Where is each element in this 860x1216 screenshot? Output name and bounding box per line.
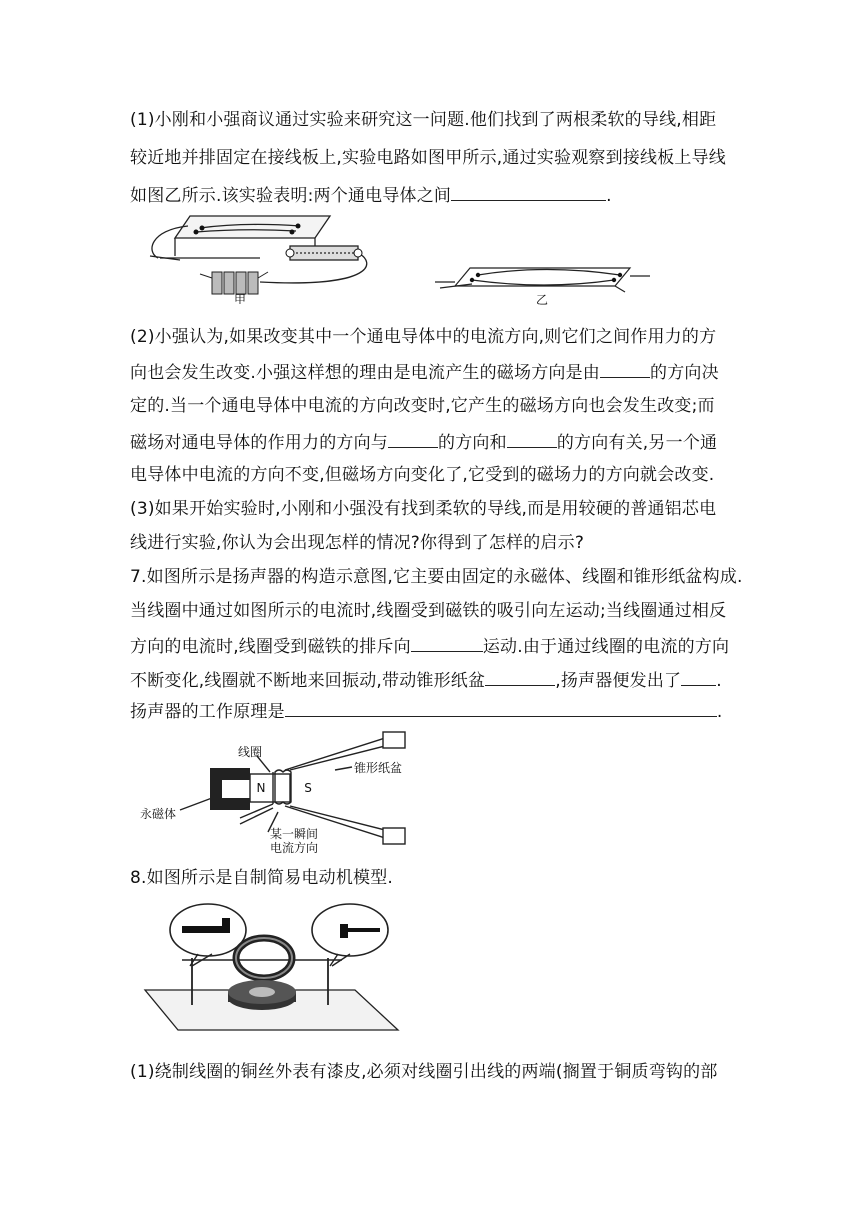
q6-p2-line4-text: 磁场对通电导体的作用力的方向与	[130, 433, 388, 453]
q6-p2-line3: 定的.当一个通电导体中电流的方向改变时,它产生的磁场方向也会发生改变;而	[130, 396, 715, 416]
q7-line3	[130, 633, 729, 659]
current-label-2: 电流方向	[270, 841, 319, 855]
figure-jia-circuit	[140, 212, 380, 304]
q6-p2-line2-tail: 的方向决	[650, 363, 719, 383]
s-pole-label: S	[304, 781, 312, 795]
answer-blank	[600, 359, 650, 378]
q7-line1: 7.如图所示是扬声器的构造示意图,它主要由固定的永磁体、线圈和锥形纸盆构成.	[130, 567, 743, 587]
q7-line4-mid: ,扬声器便发出了	[555, 671, 682, 691]
q7-line3-text: 方向的电流时,线圈受到磁铁的排斥向	[130, 637, 411, 657]
coil-label: 线圈	[238, 745, 263, 759]
figure-loudspeaker	[140, 728, 440, 856]
q6-p2-line5: 电导体中电流的方向不变,但磁场方向变化了,它受到的磁场力的方向就会改变.	[130, 465, 715, 485]
q8-line1: 8.如图所示是自制简易电动机模型.	[130, 868, 394, 888]
answer-blank	[507, 429, 557, 448]
q6-p2-line1: (2)小强认为,如果改变其中一个通电导体中的电流方向,则它们之间作用力的方	[130, 327, 717, 347]
q6-p3-line2: 线进行实验,你认为会出现怎样的情况?你得到了怎样的启示?	[130, 533, 585, 553]
figure-jia-label: 甲	[233, 293, 247, 304]
period: .	[716, 702, 723, 722]
q6-p2-line4-mid: 的方向和	[438, 433, 507, 453]
figure-yi-label: 乙	[535, 293, 549, 307]
q6-p1-line3	[130, 182, 612, 208]
q7-line3-tail: 运动.由于通过线圈的电流的方向	[482, 637, 730, 657]
q6-p2-line4	[130, 429, 717, 455]
q7-line2: 当线圈中通过如图所示的电流时,线圈受到磁铁的吸引向左运动;当线圈通过相反	[130, 601, 727, 621]
q8-p1-line1: (1)绕制线圈的铜丝外表有漆皮,必须对线圈引出线的两端(搁置于铜质弯钩的部	[130, 1062, 718, 1082]
period: .	[606, 186, 612, 206]
q6-p2-line2-text: 向也会发生改变.小强这样想的理由是电流产生的磁场方向是由	[130, 363, 601, 383]
q6-p2-line2	[130, 359, 719, 385]
q6-p3-line1: (3)如果开始实验时,小刚和小强没有找到柔软的导线,而是用较硬的普通铝芯电	[130, 499, 717, 519]
cone-label: 锥形纸盆	[354, 761, 403, 775]
q7-line5	[130, 698, 722, 724]
q7-line4-text: 不断变化,线圈就不断地来回振动,带动锥形纸盆	[130, 671, 486, 691]
n-pole-label: N	[256, 781, 266, 795]
figure-yi-board	[430, 262, 655, 307]
q6-p1-line2: 较近地并排固定在接线板上,实验电路如图甲所示,通过实验观察到接线板上导线	[130, 148, 727, 168]
q7-line5-text: 扬声器的工作原理是	[130, 702, 285, 722]
q6-p1-line1: (1)小刚和小强商议通过实验来研究这一问题.他们找到了两根柔软的导线,相距	[130, 110, 717, 130]
answer-blank	[485, 667, 555, 686]
answer-blank	[411, 633, 483, 652]
current-label-1: 某一瞬间	[270, 827, 319, 841]
answer-blank	[285, 698, 717, 717]
answer-blank	[681, 667, 716, 686]
period: .	[716, 671, 722, 691]
q7-line4	[130, 667, 722, 693]
magnet-label: 永磁体	[140, 807, 177, 821]
figure-motor-model	[140, 900, 405, 1040]
answer-blank	[451, 182, 606, 201]
q6-p1-line3-text: 如图乙所示.该实验表明:两个通电导体之间	[130, 186, 452, 206]
answer-blank	[388, 429, 438, 448]
q6-p2-line4-tail: 的方向有关,另一个通	[556, 433, 718, 453]
